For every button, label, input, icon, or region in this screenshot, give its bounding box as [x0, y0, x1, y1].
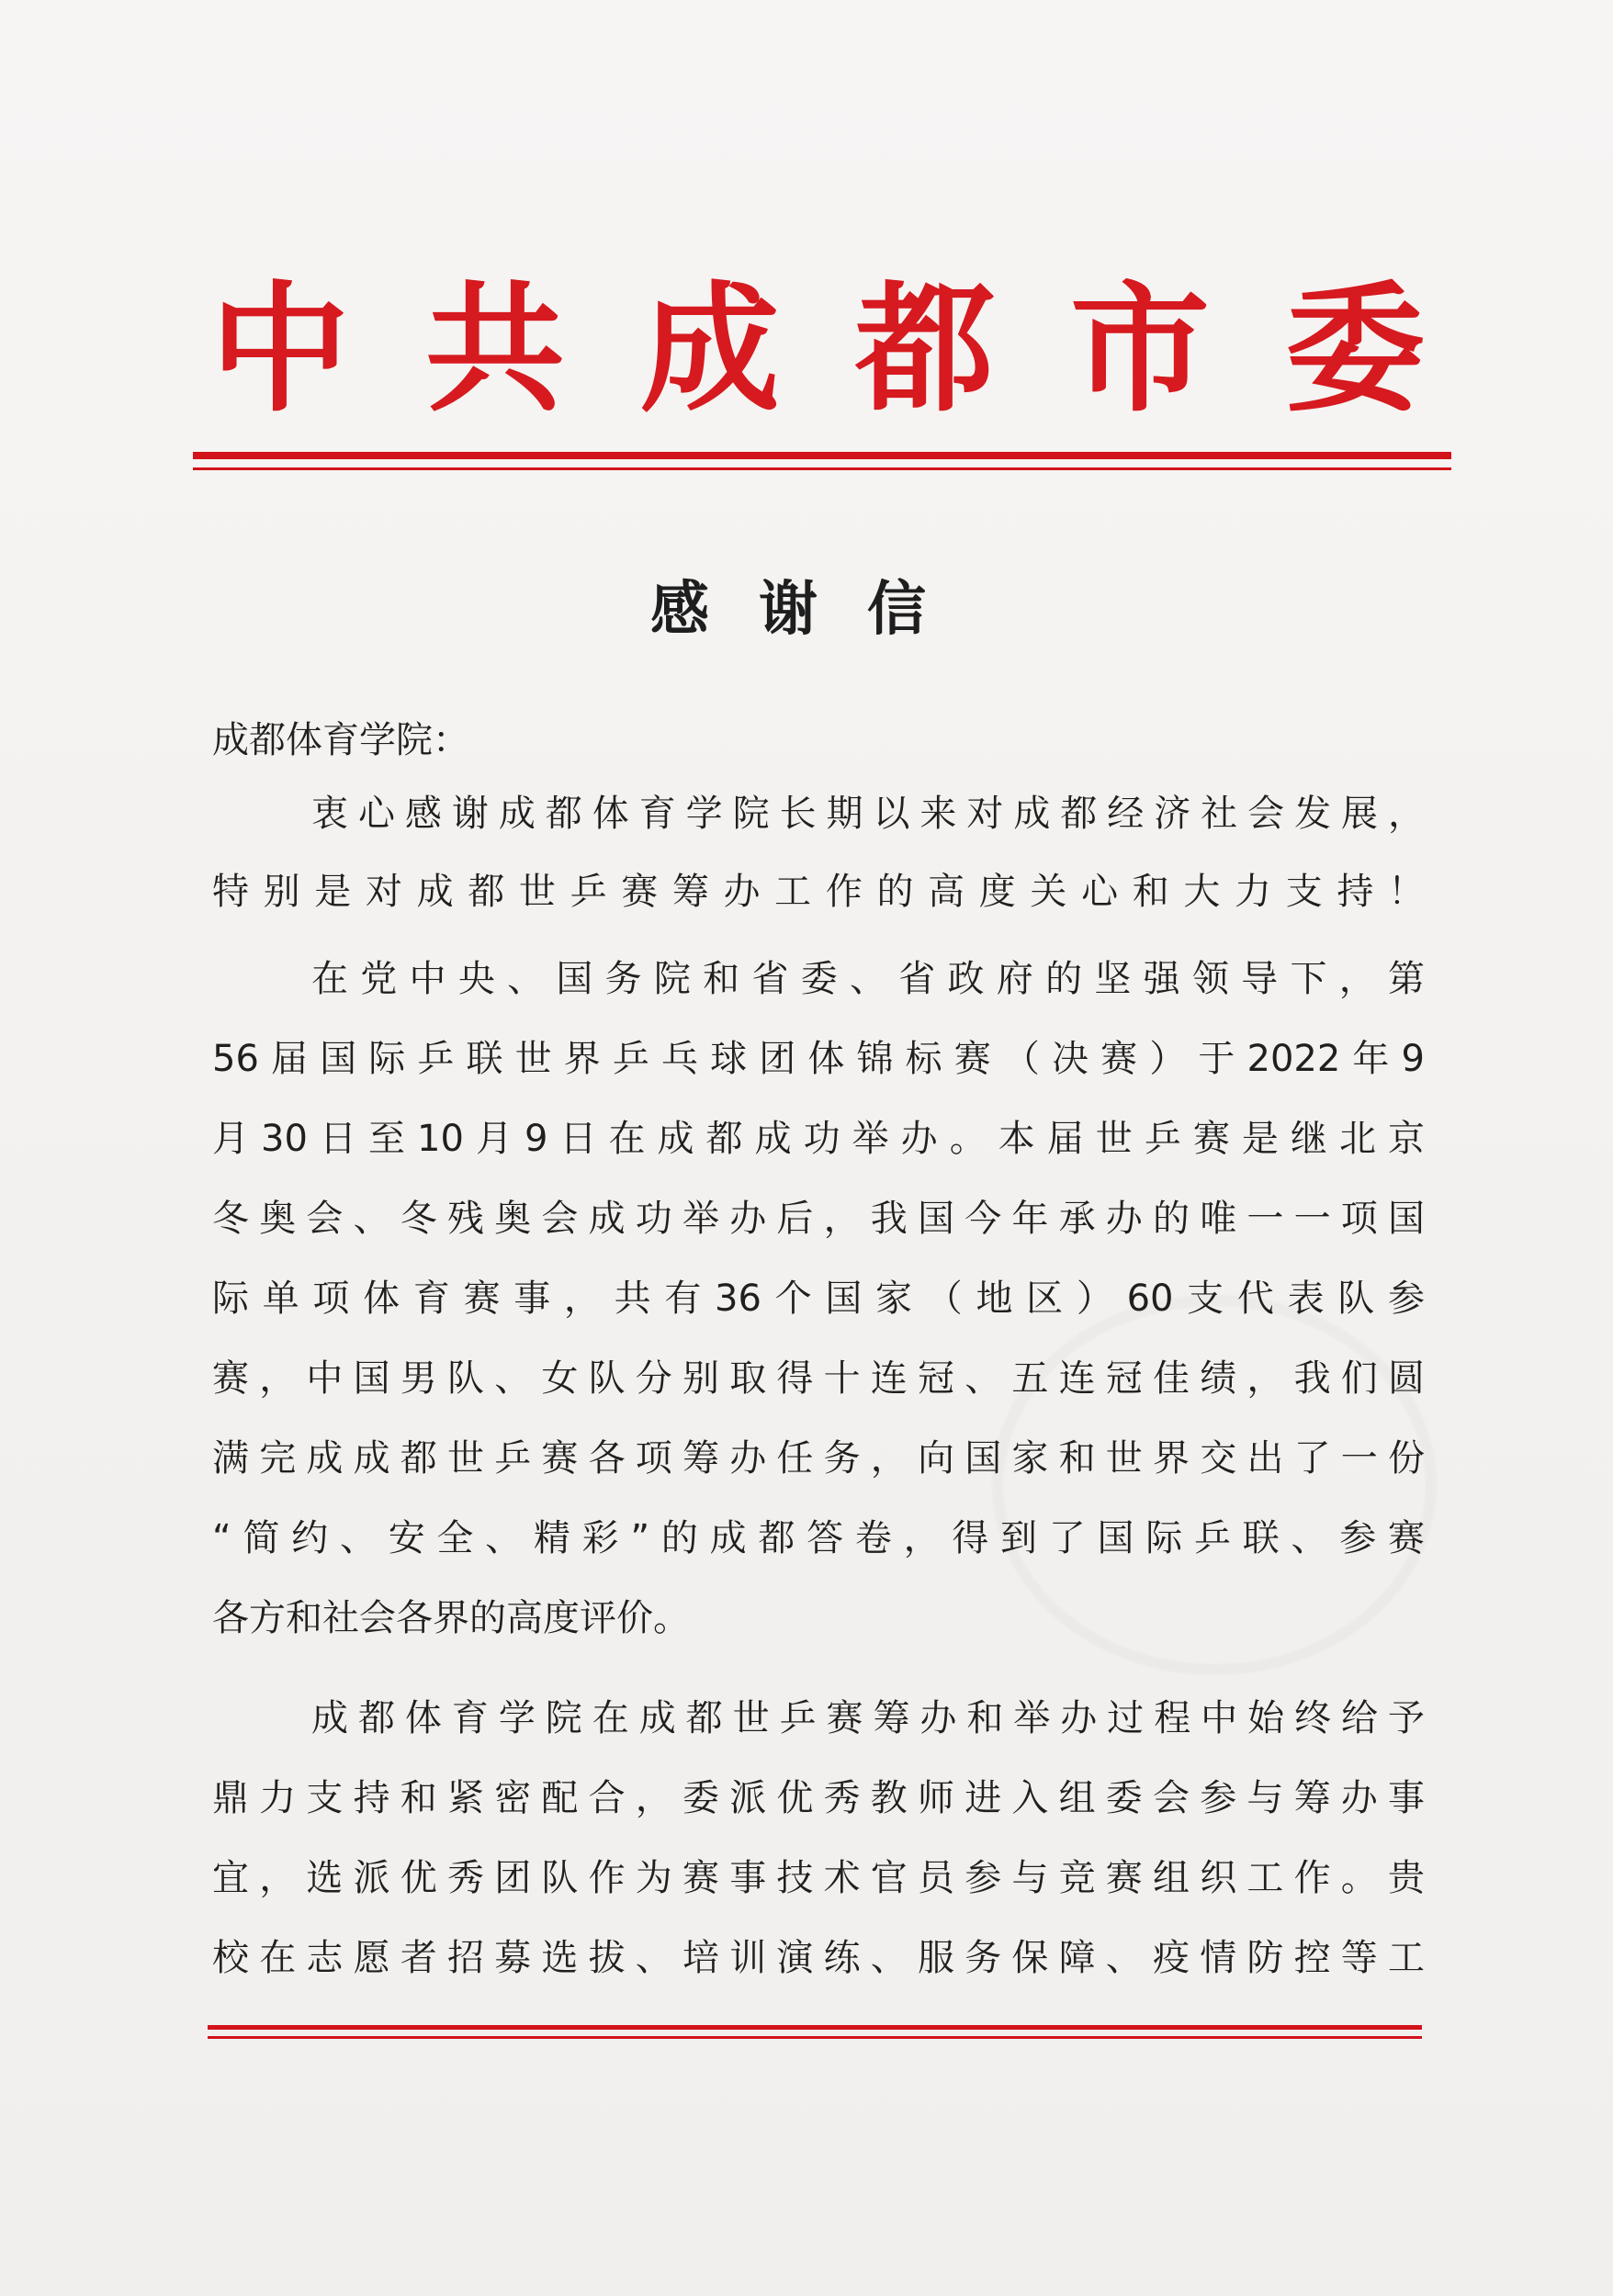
- letterhead-thin-red-rule: [193, 467, 1451, 470]
- body-line: 鼎力支持和紧密配合，委派优秀教师进入组委会参与筹办事: [212, 1777, 1425, 1819]
- body-line: 特别是对成都世乒赛筹办工作的高度关心和大力支持！: [212, 871, 1425, 913]
- body-line: 满完成成都世乒赛各项筹办任务，向国家和世界交出了一份: [212, 1437, 1425, 1480]
- masthead-character: 中: [210, 266, 350, 431]
- body-line: 宜，选派优秀团队作为赛事技术官员参与竞赛组织工作。贵: [212, 1857, 1425, 1899]
- body-line: 56届国际乒联世界乒乓球团体锦标赛（决赛）于2022年9: [212, 1038, 1425, 1080]
- body-line: 冬奥会、冬残奥会成功举办后，我国今年承办的唯一一项国: [212, 1198, 1425, 1240]
- letter-title: 感谢信: [650, 575, 976, 644]
- body-line: 赛，中国男队、女队分别取得十连冠、五连冠佳绩，我们圆: [212, 1357, 1425, 1400]
- body-line: 月30日至10月9日在成都成功举办。本届世乒赛是继北京: [212, 1118, 1425, 1160]
- body-line: 校在志愿者招募选拔、培训演练、服务保障、疫情防控等工: [212, 1937, 1425, 1979]
- masthead-character: 委: [1285, 266, 1425, 431]
- masthead-character: 成: [640, 266, 780, 431]
- masthead-character: 共: [425, 266, 565, 431]
- salutation: 成都体育学院：: [212, 719, 469, 761]
- body-line: “简约、安全、精彩”的成都答卷，得到了国际乒联、参赛: [212, 1517, 1425, 1559]
- footer-thick-red-rule: [208, 2025, 1422, 2030]
- masthead-character: 市: [1070, 266, 1210, 431]
- body-line: 各方和社会各界的高度评价。: [212, 1597, 690, 1639]
- footer-thin-red-rule: [208, 2036, 1422, 2039]
- body-line: 际单项体育赛事，共有36个国家（地区）60支代表队参: [212, 1277, 1425, 1320]
- body-line: 成都体育学院在成都世乒赛筹办和举办过程中始终给予: [311, 1697, 1425, 1739]
- letterhead-thick-red-rule: [193, 452, 1451, 459]
- body-line: 衷心感谢成都体育学院长期以来对成都经济社会发展，: [311, 793, 1425, 835]
- masthead-character: 都: [855, 266, 995, 431]
- letterhead-masthead: [193, 257, 1442, 441]
- body-line: 在党中央、国务院和省委、省政府的坚强领导下，第: [311, 958, 1425, 1000]
